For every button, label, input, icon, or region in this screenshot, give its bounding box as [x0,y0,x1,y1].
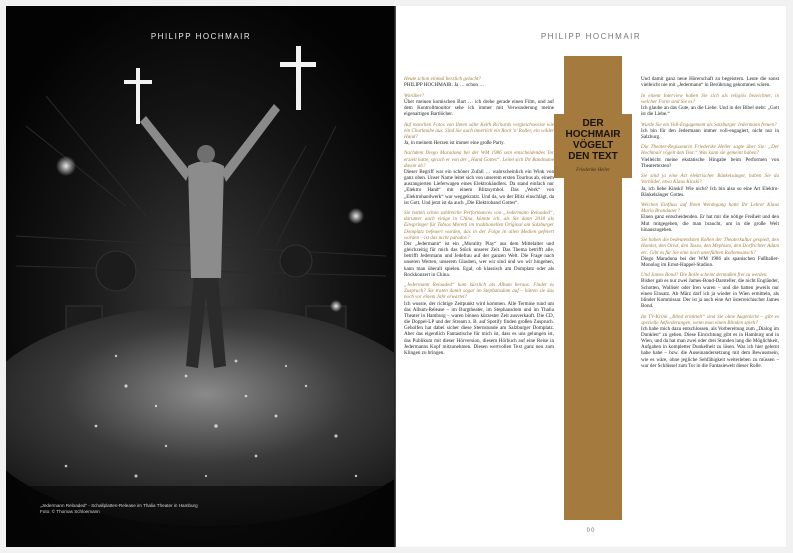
article-title [554,118,632,162]
article-column-2 [641,76,779,373]
question: Sie haben die bedeutendsten Rollen der Theaterkultur gespielt, den Hamlet, den Orest, den Tasso, den Mephisto, den Dorfrichter Adam etc. Gibt es für Sie eine noch unerfüllten Rollenwunsch? [641,237,779,256]
title-line-1: DER [582,118,604,129]
answer: Ich wusste, der richtige Zeitpunkt wird kommen. Alle Termine rund um das Album-Release – im Burgtheater, im Stephansdom und im Thalia Theater in Hamburg – waren binnen kürzester Zeit ausverkauft. Die CD, die Doppel-LP und der Stream z. B. auf Spotify finden großen Zuspruch. Geholfen hat dabei sicher diese Sternstunde am Salzburger Domplatz. Aber das eigentlich Fantastische für mich ist, dass es uns gelungen ist, das Publikum mit dieser Hörversion, diesem Hörbuch auf eine Reise in Jedermanns Kopf mitzunehmen. Diesen wertvollen Text ganz neu zum Klingen zu bringen. [404,300,554,356]
left-page [6,6,396,547]
answer: Ja, in meinem Herzen ist immer eine große Party. [404,140,505,146]
photo-caption [40,503,380,516]
answer: Diego Maradona bei der WM 1986 als spanischen Fußballer-Monolog im Ernst-Happel-Stadion. [641,255,779,268]
question: Wurde Sie ein Voll-Engagement als Salzburger Jedermann freuen? [641,121,777,128]
answer: Der „Jedermann“ ist ein „Morality Play“ aus dem Mittelalter und gleichzeitig für mich das Stück unserer Zeit. Das Thema betrifft alle, betrifft Jedermann und Jedefrau auf der ganzen Welt. Die Frage nach unseren Werten, unserem Glauben, wer wir sind und wo wir hingehen, kann man überall spielen. Egal, ob klassisch am Domplatz oder als Rockkonzert in China. [404,240,554,278]
title-line-4: DEN TEXT [568,151,618,162]
article-author: Friederike Heller [576,168,610,173]
article-column-1 [404,76,554,360]
answer: Über meinen komischen Bart … ich drehe gerade einen Film, und auf dem Kontrollmonitor sehe ich immer mit Verwunderung meine eigenartigen Bartlöcher. [404,98,554,118]
concert-photo [6,6,396,547]
photo-credit: Foto: © Thomas Schloemann [40,509,100,515]
answer: Bisher gab es nur zwei James-Bond-Darsteller, die nicht Engländer, Schotten, Walliser oder Iren waren – und die hatten jeweils nur einen Einsatz. Ab März darf ich ja wieder in Wien ermitteln, als blinder Kommissar. Der ist ja auch eine Art österreichischer James Bond. [641,278,779,310]
page-number: 00 [586,528,596,534]
question: Die Theater-Regisseurin Friederike Heller sagte über Sie: „Der Hochmair vögelt den Text.“ Was kann sie gemeint haben? [641,144,779,157]
question: Welchen Einfluss auf Ihren Werdegang hatte Ihr Lehrer Klaus Maria Brandauer? [641,202,779,215]
question: Und James Bond? Die Rolle scheint dermaßen frei zu werden. [641,272,768,279]
question: Nachdem Diego Maradona bei der WM 1986 sein entscheidendes Tor erzielt hatte, sprach er von der „Hand Gottes“. Leitet sich Ihr Bandname davon ab? [404,150,554,169]
question: Heute schon einmal herzlich gelacht? [404,76,481,82]
answer: Und damit ganz neue Hörerschaft zu begeistern. Leute die sonst vielleicht nie mit „Jedermann“ in Berührung gekommen wären. [641,76,779,89]
answer: Dieser Begriff war ein schöner Zufall … wahrscheinlich ein Wink von ganz oben. Unser Name leitet sich von unserem ersten Tourbus ab, einem ausrangierten Lieferwagen eines Elektrohändlers. Da stand einfach nur „Elektro Hand“ mit einem Blitzsymbol. Das „Werk“ von „Elektrohandwerk“ war weggekratzt. Und da, wo der Blitz einschlägt, da ist Gott. Und jetzt ist da auch „Die Elektrohand Gottes“. [404,168,554,206]
answer: Ja, ich liebe Kinski! Wie nicht? Ich bin also so eine Art Elektro-Bänkelsänger Gottes. [641,185,779,198]
answer: Ich habe mich dazu entschlossen, als Vorbereitung zum „Dialog im Dunklen“ zu gehen. Diese Einrichtung gibt es in Hamburg und in Wien, und da hat man zwei oder drei Stunden lang die Möglichkeit, Aufgaben in kompletter Dunkelheit zu lösen. Was ich hier gelernt habe habe – bzw. die Auseinandersetzung mit dem Bewusstsein, wie es wäre, ohne jegliche Sehfähigkeit weiterleben zu müssen – war der Schlüssel zum Tor in die Fantasiewelt dieser Rolle. [641,325,779,369]
title-line-2: HOCHMAIR [565,129,621,140]
answer: Einen ganz entscheidenden. Er hat mir die nötige Freiheit und den Mut mitgegeben, die man braucht, um in die große Welt hinauszugehen. [641,214,779,233]
question: Im TV-Krimi „Blind ermittelt“ sind Sie ohne Augenlicht – gibt es spezielle Anforderungen, wenn man einen Blinden spielt? [641,313,779,326]
question: Sie sind ja eine Art elektrischer Bänkelsänger, haben Sie da Vorbilder, etwa Klaus Kinski? [641,173,779,186]
question: In einem Interview haben Sie sich als religiös bezeichnet, in welcher Form sind Sie es? [641,92,779,105]
answer: Ich bin für den Jedermann immer voll-engagiert, nicht nur in Salzburg. [641,127,779,140]
question: „Jedermann Reloaded“ kam kürzlich als Album heraus. Findet es Zuspruch? Sie traten damit sogar im Stephansdom auf – hätten sie das noch vor einem Jahr erwartet? [404,282,554,301]
answer: Ich glaube an das Gute, an die Liebe. Und in der Bibel steht: „Gott ist die Liebe.“ [641,104,779,118]
question: Sie hatten schon zahlreiche Performances von „Jedermann Reloaded“, darunter auch einige in China, könnte ich, als Sie dann 2018 als Einspringer für Tobias Moretti im traditionellen Original am Salzburger Domplatz befeuert wurden, das in der Folge in allen Medien gefeiert worden – ist das nicht paradox? [404,210,554,241]
running-head-left: PHILIPP HOCHMAIR [150,32,252,41]
answer: PHILIPP HOCHMAIR: Ja … schon … [404,82,485,89]
running-head-right: PHILIPP HOCHMAIR [540,32,642,41]
caption-text: „Jedermann Reloaded“ - Schallplatten-Release im Thalia Theater in Hamburg [40,503,198,508]
answer: Vielleicht meine ekstatische Hingabe beim Performen von Theatertexten? [641,156,779,169]
question: Worüber? [404,92,425,99]
right-page [396,6,786,547]
title-line-3: VÖGELT [572,140,614,151]
question: Auf manchen Fotos von Ihnen sähe Keith Richards vergleichsweise wie ein Chorknabe aus. Sind Sie auch innerlich ein Rock 'n' Roller, ein wilder Hund? [404,121,554,140]
